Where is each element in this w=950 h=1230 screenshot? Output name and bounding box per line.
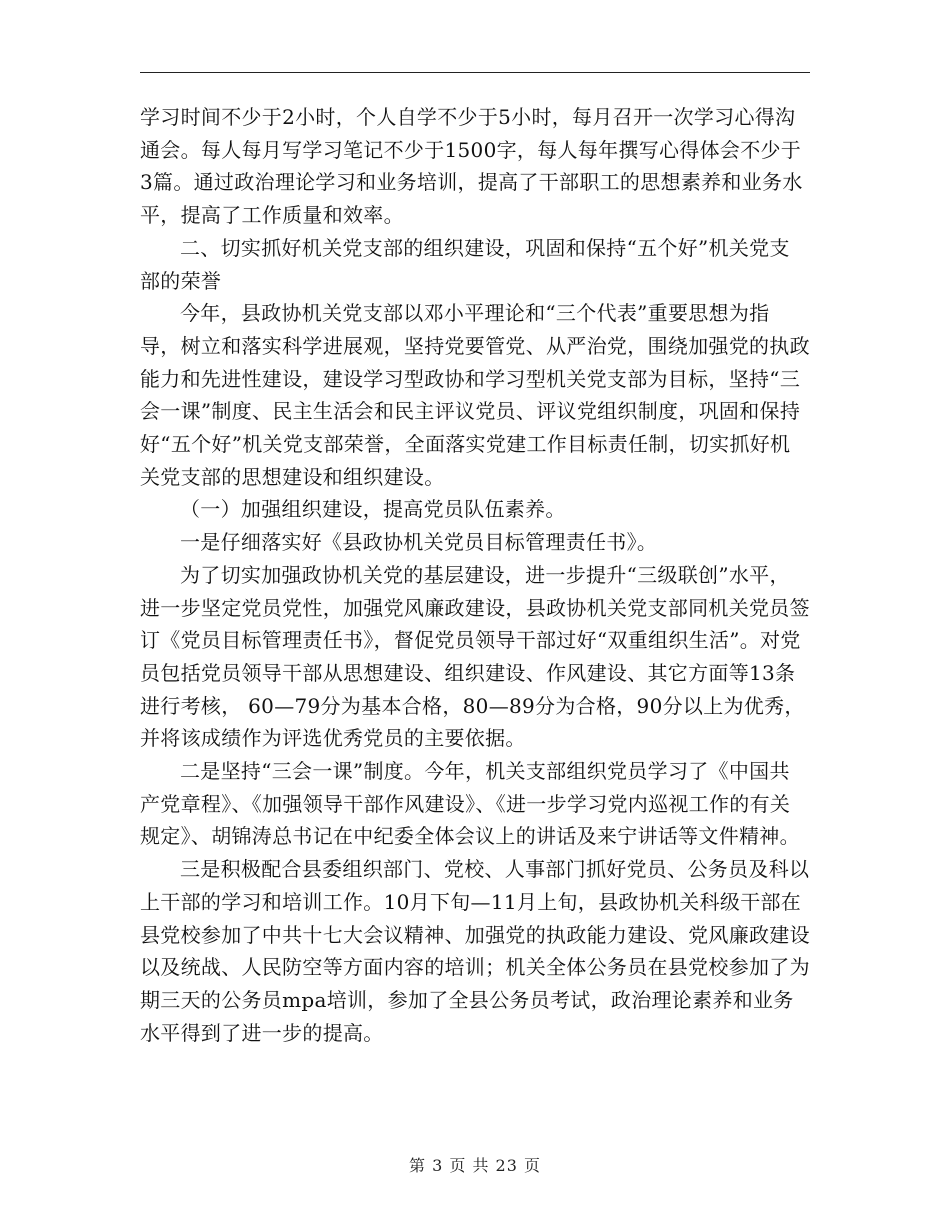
page-number-footer: 第 3 页 共 23 页: [409, 1156, 541, 1175]
paragraph: 二是坚持“三会一课”制度。今年，机关支部组织党员学习了《中国共产党章程》、《加强领导干部作风建设》、《进一步学习党内巡视工作的有关规定》、胡锦涛总书记在中纪委全体会议上的讲话及来宁讲话等文件精神。: [140, 759, 800, 849]
paragraph: 学习时间不少于2小时，个人自学不少于5小时，每月召开一次学习心得沟通会。每人每月写学习笔记不少于1500字，每人每年撰写心得体会不少于3篇。通过政治理论学习和业务培训，提高了干部职工的思想素养和业务水平，提高了工作质量和效率。: [140, 105, 803, 228]
paragraph: 为了切实加强政协机关党的基层建设，进一步提升“三级联创”水平，进一步坚定党员党性，加强党风廉政建设，县政协机关党支部同机关党员签订《党员目标管理责任书》，督促党员领导干部过好“双重组织生活”。对党员包括党员领导干部从思想建设、组织建设、作风建设、其它方面等13条进行考核， 60—79分为基本合格，80—89分为合格，90分以上为优秀，并将该成绩作为评选优秀党员的主要依据。: [140, 562, 810, 751]
subsection-heading: （一）加强组织建设，提高党员队伍素养。: [180, 497, 566, 522]
paragraph: 一是仔细落实好《县政协机关党员目标管理责任书》。: [180, 530, 658, 555]
paragraph: 三是积极配合县委组织部门、党校、人事部门抓好党员、公务员及科以上干部的学习和培训工作。10月下旬—11月上旬，县政协机关科级干部在县党校参加了中共十七大会议精神、加强党的执政能力建设、党风廉政建设以及统战、人民防空等方面内容的培训；机关全体公务员在县党校参加了为期三天的公务员mpa培训，参加了全县公务员考试，政治理论素养和业务水平得到了进一步的提高。: [140, 857, 810, 1045]
section-heading: 二、切实抓好机关党支部的组织建设，巩固和保持“五个好”机关党支部的荣誉: [140, 235, 790, 293]
paragraph: 今年，县政协机关党支部以邓小平理论和“三个代表”重要思想为指导，树立和落实科学进展观，坚持党要管党、从严治党，围绕加强党的执政能力和先进性建设，建设学习型政协和学习型机关党支部为目标，坚持“三会一课”制度、民主生活会和民主评议党员、评议党组织制度，巩固和保持好“五个好”机关党支部荣誉，全面落实党建工作目标责任制，切实抓好机关党支部的思想建设和组织建设。: [140, 301, 810, 489]
header-rule: [140, 72, 810, 73]
document-body: [140, 101, 810, 1049]
